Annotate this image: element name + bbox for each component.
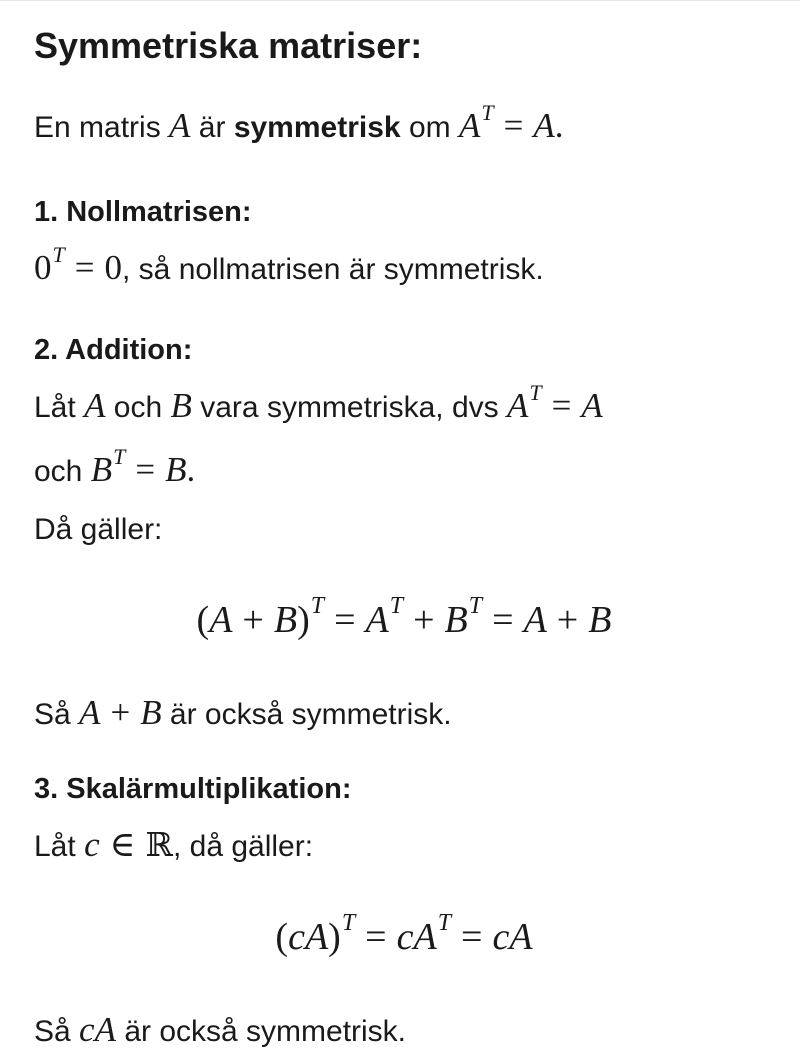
s2-d-pc: ) [297, 599, 310, 641]
s2-c-t2: är också symmetrisk. [169, 698, 452, 731]
s2-l2-op: = [135, 450, 156, 489]
s2-d-a3: A [523, 599, 547, 641]
s2-v1: A [84, 386, 106, 425]
section-2-then: Då gäller: [34, 513, 163, 546]
s2-d-sup-b2: T [468, 593, 483, 619]
s2-l2-lhs: B [90, 450, 113, 489]
s3-t1: Låt [34, 830, 76, 863]
s1-lhs: 0 [34, 248, 52, 287]
intro-text-1: En matris [34, 111, 161, 144]
s2-d-sup-a2: T [389, 593, 404, 619]
s2-c-t1: Så [34, 698, 71, 731]
s3-d-sup: T [341, 910, 356, 936]
intro-end: . [554, 106, 564, 145]
s2-t3: vara symmetriska, dvs [200, 391, 499, 424]
s3-reals: ℝ [145, 825, 173, 864]
s3-c-t1: Så [34, 1015, 71, 1048]
intro-bold-term: symmetrisk [233, 111, 401, 144]
intro-line [34, 100, 774, 150]
s1-sup: T [52, 242, 65, 267]
s2-d-eq1: = [334, 599, 356, 641]
intro-eq-op: = [503, 106, 524, 145]
s3-t2: , då gäller: [172, 830, 314, 863]
section-2-line-1 [34, 380, 774, 430]
s1-op: = [74, 248, 95, 287]
s2-t2: och [113, 391, 163, 424]
s3-d-ca: cA [288, 916, 329, 958]
section-1-line [34, 242, 774, 292]
s3-in: ∈ [109, 825, 136, 864]
s3-d-eq2: = [461, 916, 483, 958]
s2-c-plus: + [110, 693, 131, 732]
page-title: Symmetriska matriser: [34, 25, 423, 66]
section-3-line-1 [34, 825, 774, 867]
s2-v2: B [170, 386, 192, 425]
s3-d-sup2: T [437, 910, 452, 936]
s2-d-b2: B [444, 599, 468, 641]
intro-var-a: A [169, 106, 191, 145]
document-content [34, 22, 774, 1052]
intro-eq-lhs: A [458, 106, 481, 145]
section-2-heading: 2. Addition: [34, 334, 193, 366]
s3-d-ca3: cA [492, 916, 533, 958]
s2-l1-rhs: A [581, 386, 603, 425]
s1-text: , så nollmatrisen är symmetrisk. [122, 253, 544, 286]
s3-c-ca: cA [79, 1010, 116, 1049]
s2-d-plus2: + [413, 599, 435, 641]
s2-d-a2: A [365, 599, 389, 641]
s2-c-b: B [140, 693, 162, 732]
s2-d-sup: T [310, 593, 325, 619]
intro-eq-sup: T [481, 100, 494, 125]
top-divider [0, 0, 800, 1]
s2-l2-t1: och [34, 455, 83, 488]
intro-text-2: är [198, 111, 226, 144]
s2-d-plus3: + [556, 599, 579, 641]
section-1-heading: 1. Nollmatrisen: [34, 196, 252, 228]
section-3-conclusion [34, 1010, 774, 1052]
s1-rhs: 0 [104, 248, 122, 287]
s2-d-eq2: = [492, 599, 514, 641]
s2-d-b: B [273, 599, 298, 641]
intro-text-3: om [408, 111, 451, 144]
s2-d-a: A [209, 599, 233, 641]
section-2-line-2 [34, 444, 774, 494]
s2-d-b3: B [588, 599, 612, 641]
section-3-display-equation [34, 910, 774, 966]
section-2-conclusion [34, 693, 774, 735]
s2-c-a: A [79, 693, 101, 732]
section-3-heading: 3. Skalärmultiplikation: [34, 773, 352, 805]
s3-c: c [84, 825, 100, 864]
s2-l2-rhs: B [165, 450, 187, 489]
s3-d-pc: ) [328, 916, 341, 958]
s2-d-plus: + [242, 599, 264, 641]
s2-l1-sup: T [529, 380, 542, 405]
s3-d-po: ( [275, 916, 289, 958]
section-2-display-equation [34, 593, 774, 649]
s2-t1: Låt [34, 391, 76, 424]
intro-eq-rhs: A [533, 106, 555, 145]
s2-l2-sup: T [113, 444, 126, 469]
s2-d-po: ( [196, 599, 210, 641]
s3-d-eq1: = [365, 916, 387, 958]
s2-l2-end: . [186, 450, 196, 489]
s2-l1-lhs: A [506, 386, 529, 425]
s3-d-ca2: cA [396, 916, 437, 958]
s3-c-t2: är också symmetrisk. [124, 1015, 407, 1048]
s2-l1-op: = [551, 386, 572, 425]
